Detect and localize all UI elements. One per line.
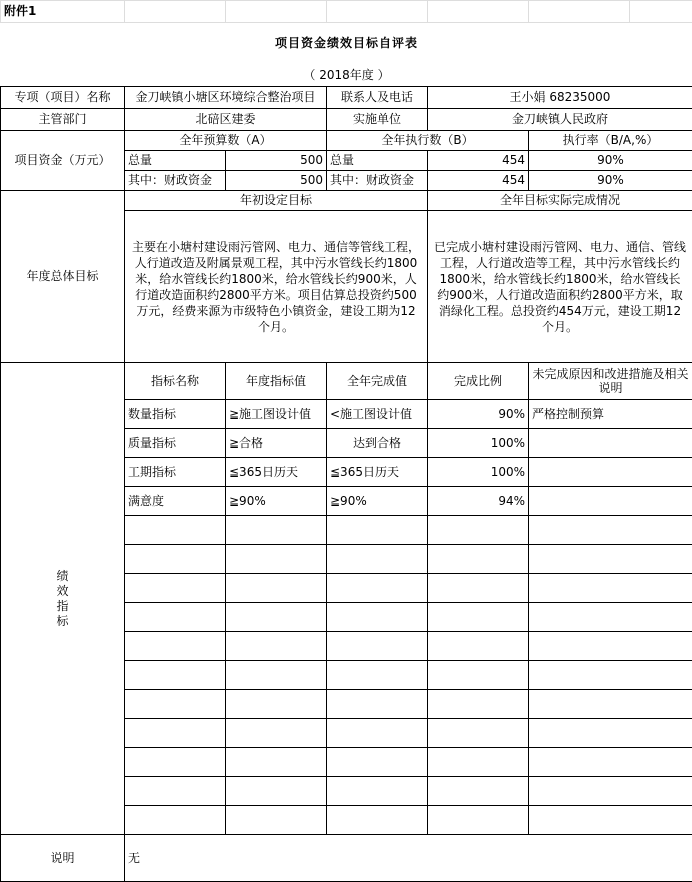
indicator-actual: <施工图设计值 (327, 400, 428, 429)
fiscal-budget-value: 500 (226, 171, 327, 191)
empty-cell (428, 661, 529, 690)
empty-cell (529, 719, 692, 748)
empty-cell (226, 690, 327, 719)
empty-cell (125, 516, 226, 545)
blank-cell (529, 1, 630, 23)
indicator-target: ≧施工图设计值 (226, 400, 327, 429)
empty-cell (327, 748, 428, 777)
blank-cell (327, 1, 428, 23)
empty-cell (226, 806, 327, 835)
actual-goal-text: 已完成小塘村建设雨污管网、电力、通信、管线工程，人行道改造等工程，其中污水管线长约1800米，给水管线长约1800米，给水管线长约900米，人行道改造面积约2800平方米，取消绿化工程。总投资约454万元，建设工期12个月。 (428, 211, 692, 363)
fiscal-rate-value: 90% (529, 171, 692, 191)
indicator-name: 质量指标 (125, 429, 226, 458)
empty-cell (529, 516, 692, 545)
indicator-header-name: 指标名称 (125, 363, 226, 400)
dept-label: 主管部门 (1, 109, 125, 131)
indicator-ratio: 100% (428, 458, 529, 487)
empty-cell (428, 545, 529, 574)
empty-cell (529, 574, 692, 603)
fiscal-year: （ 2018年度 ） (1, 65, 692, 87)
indicator-header-note: 未完成原因和改进措施及相关说明 (529, 363, 692, 400)
empty-cell (125, 661, 226, 690)
empty-cell (125, 777, 226, 806)
initial-goal-text: 主要在小塘村建设雨污管网、电力、通信等管线工程，人行道改造及附属景观工程，其中污水管线长约1800米，给水管线长约1800米，给水管线长约900米，人行道改造面积约2800平方米。项目估算总投资约500万元，经费来源为市级特色小镇资金，建设工期为12个月。 (125, 211, 428, 363)
empty-cell (428, 748, 529, 777)
indicator-name: 满意度 (125, 487, 226, 516)
empty-cell (327, 516, 428, 545)
empty-cell (529, 748, 692, 777)
empty-cell (327, 632, 428, 661)
empty-cell (428, 516, 529, 545)
empty-cell (428, 777, 529, 806)
dept-value: 北碚区建委 (125, 109, 327, 131)
indicator-ratio: 100% (428, 429, 529, 458)
empty-cell (125, 603, 226, 632)
indicator-target: ≦365日历天 (226, 458, 327, 487)
empty-cell (428, 719, 529, 748)
indicator-label-char: 绩 (4, 569, 121, 584)
indicator-note (529, 487, 692, 516)
blank-cell (428, 1, 529, 23)
empty-cell (428, 574, 529, 603)
total-rate-value: 90% (529, 151, 692, 171)
indicator-note: 严格控制预算 (529, 400, 692, 429)
empty-cell (428, 690, 529, 719)
empty-cell (125, 545, 226, 574)
funds-label: 项目资金（万元） (1, 131, 125, 191)
contact-value: 王小娟 68235000 (428, 87, 692, 109)
indicator-note (529, 458, 692, 487)
empty-cell (226, 748, 327, 777)
total-budget-label: 总量 (125, 151, 226, 171)
indicator-actual: 达到合格 (327, 429, 428, 458)
empty-cell (327, 690, 428, 719)
blank-cell (630, 1, 692, 23)
empty-cell (529, 661, 692, 690)
empty-cell (226, 719, 327, 748)
remarks-value: 无 (125, 835, 692, 882)
empty-cell (226, 603, 327, 632)
blank-cell (125, 1, 226, 23)
indicator-ratio: 90% (428, 400, 529, 429)
empty-cell (327, 545, 428, 574)
attachment-label: 附件1 (1, 1, 125, 23)
empty-cell (125, 632, 226, 661)
fiscal-budget-label: 其中：财政资金 (125, 171, 226, 191)
remarks-label: 说明 (1, 835, 125, 882)
page-title: 项目资金绩效目标自评表 (1, 23, 692, 65)
empty-cell (327, 777, 428, 806)
empty-cell (125, 748, 226, 777)
performance-indicator-label (1, 363, 125, 835)
empty-cell (529, 690, 692, 719)
rate-header: 执行率（B/A,%） (529, 131, 692, 151)
indicator-target: ≧合格 (226, 429, 327, 458)
empty-cell (428, 632, 529, 661)
empty-cell (226, 632, 327, 661)
empty-cell (226, 545, 327, 574)
empty-cell (529, 545, 692, 574)
project-name-label: 专项（项目）名称 (1, 87, 125, 109)
annual-goal-label: 年度总体目标 (1, 191, 125, 363)
empty-cell (226, 661, 327, 690)
empty-cell (125, 690, 226, 719)
indicator-header-target: 年度指标值 (226, 363, 327, 400)
empty-cell (327, 574, 428, 603)
empty-cell (125, 806, 226, 835)
exec-header: 全年执行数（B） (327, 131, 529, 151)
indicator-header-ratio: 完成比例 (428, 363, 529, 400)
empty-cell (327, 719, 428, 748)
empty-cell (529, 632, 692, 661)
total-exec-label: 总量 (327, 151, 428, 171)
impl-unit-label: 实施单位 (327, 109, 428, 131)
empty-cell (529, 806, 692, 835)
total-budget-value: 500 (226, 151, 327, 171)
blank-cell (226, 1, 327, 23)
empty-cell (327, 661, 428, 690)
fiscal-exec-label: 其中：财政资金 (327, 171, 428, 191)
empty-cell (125, 719, 226, 748)
empty-cell (226, 777, 327, 806)
empty-cell (529, 603, 692, 632)
empty-cell (125, 574, 226, 603)
indicator-target: ≧90% (226, 487, 327, 516)
total-exec-value: 454 (428, 151, 529, 171)
indicator-name: 数量指标 (125, 400, 226, 429)
empty-cell (327, 806, 428, 835)
empty-cell (428, 603, 529, 632)
empty-cell (428, 806, 529, 835)
project-name-value: 金刀峡镇小塘区环境综合整治项目 (125, 87, 327, 109)
indicator-label-char: 效 (4, 584, 121, 599)
indicator-ratio: 94% (428, 487, 529, 516)
empty-cell (226, 516, 327, 545)
empty-cell (327, 603, 428, 632)
indicator-actual: ≧90% (327, 487, 428, 516)
empty-cell (529, 777, 692, 806)
actual-goal-header: 全年目标实际完成情况 (428, 191, 692, 211)
contact-label: 联系人及电话 (327, 87, 428, 109)
budget-header: 全年预算数（A） (125, 131, 327, 151)
indicator-label-char: 标 (4, 614, 121, 629)
initial-goal-header: 年初设定目标 (125, 191, 428, 211)
impl-unit-value: 金刀峡镇人民政府 (428, 109, 692, 131)
indicator-actual: ≦365日历天 (327, 458, 428, 487)
indicator-name: 工期指标 (125, 458, 226, 487)
fiscal-exec-value: 454 (428, 171, 529, 191)
indicator-label-char: 指 (4, 599, 121, 614)
indicator-header-actual: 全年完成值 (327, 363, 428, 400)
indicator-note (529, 429, 692, 458)
empty-cell (226, 574, 327, 603)
